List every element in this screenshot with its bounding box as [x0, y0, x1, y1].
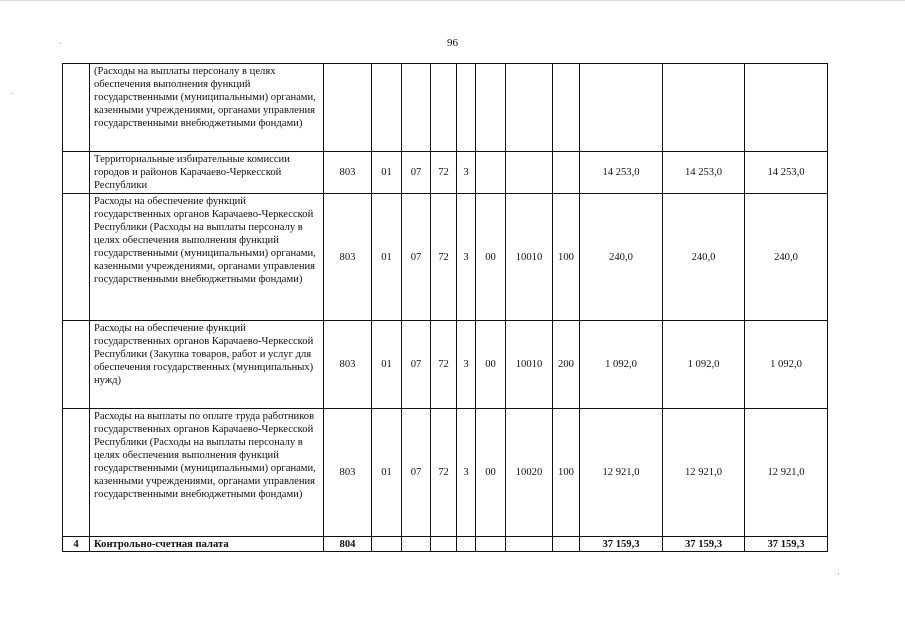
subsection-code	[402, 64, 431, 152]
subsection-code: 07	[402, 409, 431, 537]
program-code: 72	[431, 409, 457, 537]
page-number: 96	[447, 37, 458, 49]
amount-year-1: 1 092,0	[580, 321, 663, 409]
measure-code	[476, 64, 506, 152]
ministry-code: 803	[324, 152, 372, 194]
table-row	[63, 409, 828, 537]
subsection-code: 07	[402, 194, 431, 321]
amount-year-3: 37 159,3	[745, 537, 828, 552]
direction-code: 10020	[506, 409, 553, 537]
expense-name: (Расходы на выплаты персоналу в целях обеспечения выполнения функций государственными (муниципальными) органами, казенными учреждениями, органами управления государственными внебюджетными фондами)	[90, 64, 324, 152]
amount-year-3: 12 921,0	[745, 409, 828, 537]
subsection-code: 07	[402, 152, 431, 194]
amount-year-3: 240,0	[745, 194, 828, 321]
amount-year-1: 240,0	[580, 194, 663, 321]
expense-type-code: 100	[553, 409, 580, 537]
subprogram-code: 3	[457, 152, 476, 194]
amount-year-2	[663, 64, 745, 152]
scan-speck	[838, 573, 839, 574]
expense-type-code: 200	[553, 321, 580, 409]
subsection-code	[402, 537, 431, 552]
measure-code: 00	[476, 321, 506, 409]
expense-type-code	[553, 152, 580, 194]
direction-code: 10010	[506, 321, 553, 409]
expense-name: Контрольно-счетная палата	[90, 537, 324, 552]
expense-name: Территориальные избирательные комиссии городов и районов Карачаево-Черкесской Республики	[90, 152, 324, 194]
row-number: 4	[63, 537, 90, 552]
subprogram-code	[457, 537, 476, 552]
expense-name: Расходы на обеспечение функций государственных органов Карачаево-Черкесской Республики (Закупка товаров, работ и услуг для обеспечения государственных (муниципальных) нужд)	[90, 321, 324, 409]
expense-type-code	[553, 537, 580, 552]
table-row	[63, 194, 828, 321]
table-row	[63, 537, 828, 552]
section-code: 01	[372, 409, 402, 537]
amount-year-3	[745, 64, 828, 152]
section-code: 01	[372, 152, 402, 194]
table-row	[63, 64, 828, 152]
scan-speck	[60, 43, 61, 44]
subprogram-code	[457, 64, 476, 152]
measure-code	[476, 152, 506, 194]
amount-year-1: 37 159,3	[580, 537, 663, 552]
subprogram-code: 3	[457, 321, 476, 409]
measure-code: 00	[476, 194, 506, 321]
row-number	[63, 194, 90, 321]
section-code	[372, 64, 402, 152]
amount-year-2: 1 092,0	[663, 321, 745, 409]
scan-edge	[0, 0, 905, 1]
amount-year-2: 12 921,0	[663, 409, 745, 537]
ministry-code: 803	[324, 321, 372, 409]
ministry-code	[324, 64, 372, 152]
direction-code: 10010	[506, 194, 553, 321]
amount-year-3: 14 253,0	[745, 152, 828, 194]
direction-code	[506, 152, 553, 194]
amount-year-2: 14 253,0	[663, 152, 745, 194]
expense-type-code	[553, 64, 580, 152]
subsection-code: 07	[402, 321, 431, 409]
table-row	[63, 152, 828, 194]
amount-year-2: 240,0	[663, 194, 745, 321]
amount-year-1: 12 921,0	[580, 409, 663, 537]
subprogram-code: 3	[457, 194, 476, 321]
section-code	[372, 537, 402, 552]
table-row	[63, 321, 828, 409]
budget-table	[62, 63, 828, 552]
direction-code	[506, 64, 553, 152]
program-code	[431, 537, 457, 552]
row-number	[63, 321, 90, 409]
program-code: 72	[431, 152, 457, 194]
row-number	[63, 64, 90, 152]
program-code: 72	[431, 194, 457, 321]
ministry-code: 804	[324, 537, 372, 552]
amount-year-3: 1 092,0	[745, 321, 828, 409]
row-number	[63, 409, 90, 537]
amount-year-1	[580, 64, 663, 152]
program-code	[431, 64, 457, 152]
subprogram-code: 3	[457, 409, 476, 537]
expense-type-code: 100	[553, 194, 580, 321]
expense-name: Расходы на выплаты по оплате труда работников государственных органов Карачаево-Черкесской Республики (Расходы на выплаты персоналу в целях обеспечения выполнения функций государственными (муниципальными) органами, казенными учреждениями, органами управления государственными внебюджетными фондами)	[90, 409, 324, 537]
ministry-code: 803	[324, 409, 372, 537]
measure-code	[476, 537, 506, 552]
amount-year-2: 37 159,3	[663, 537, 745, 552]
section-code: 01	[372, 321, 402, 409]
amount-year-1: 14 253,0	[580, 152, 663, 194]
scan-speck	[12, 93, 13, 94]
measure-code: 00	[476, 409, 506, 537]
section-code: 01	[372, 194, 402, 321]
ministry-code: 803	[324, 194, 372, 321]
direction-code	[506, 537, 553, 552]
row-number	[63, 152, 90, 194]
program-code: 72	[431, 321, 457, 409]
expense-name: Расходы на обеспечение функций государственных органов Карачаево-Черкесской Республики (Расходы на выплаты персоналу в целях обеспечения выполнения функций государственными (муниципальными) органами, казенными учреждениями, органами управления государственными внебюджетными фондами)	[90, 194, 324, 321]
